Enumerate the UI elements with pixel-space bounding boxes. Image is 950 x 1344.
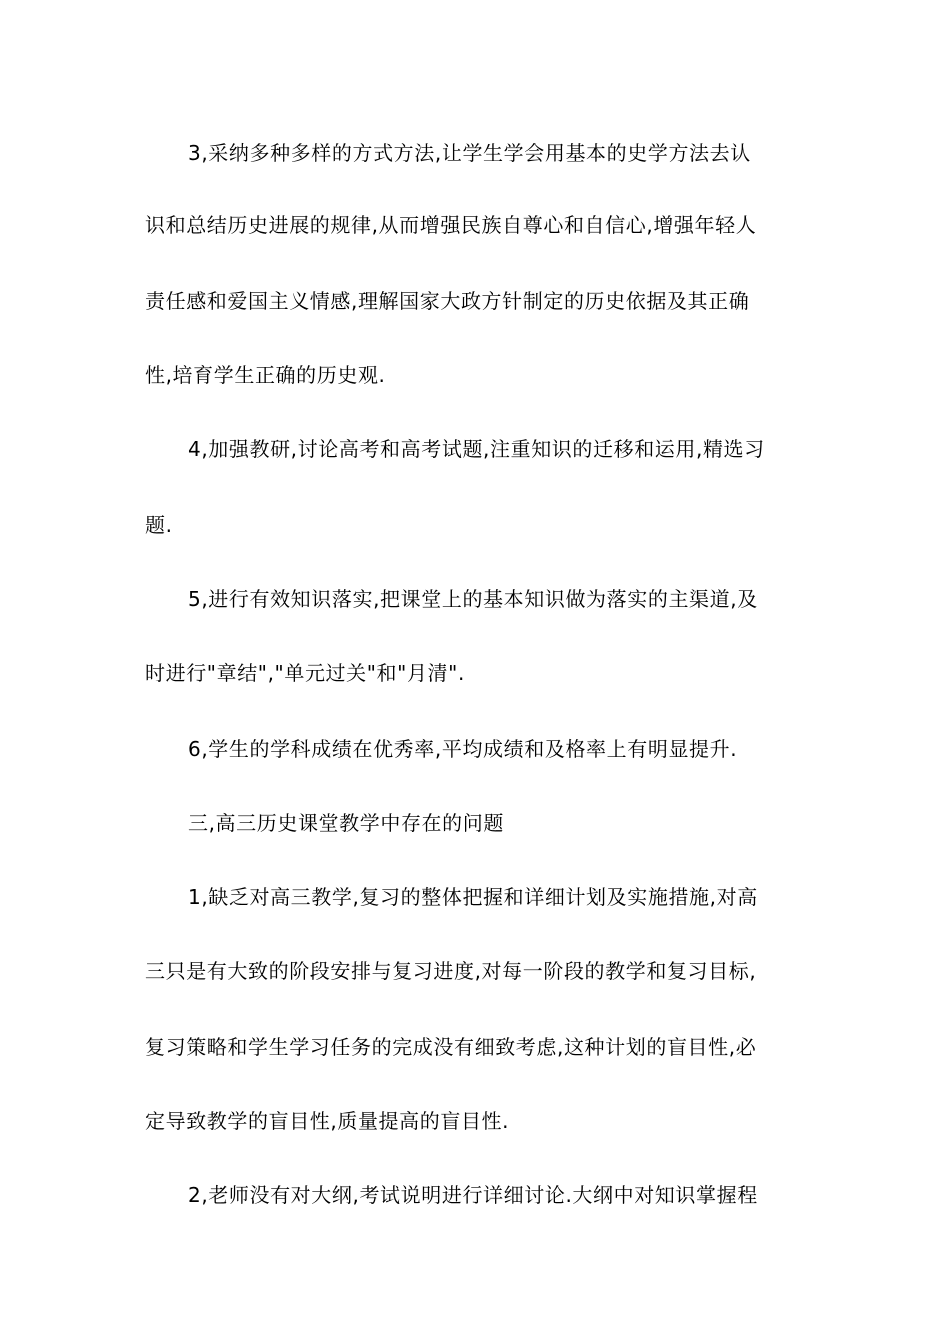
problem-1-line-1: 1,缺乏对高三教学,复习的整体把握和详细计划及实施措施,对高 — [188, 885, 758, 909]
problem-1-line-3: 复习策略和学生学习任务的完成没有细致考虑,这种计划的盲目性,必 — [145, 1035, 757, 1059]
paragraph-3-line-3: 责任感和爱国主义情感,理解国家大政方针制定的历史依据及其正确 — [145, 289, 750, 313]
paragraph-4-line-1: 4,加强教研,讨论高考和高考试题,注重知识的迁移和运用,精选习 — [188, 437, 765, 461]
paragraph-5-line-2: 时进行"章结","单元过关"和"月清". — [145, 661, 465, 685]
paragraph-3-line-1: 3,采纳多种多样的方式方法,让学生学会用基本的史学方法去认 — [188, 141, 751, 165]
paragraph-5-line-1: 5,进行有效知识落实,把课堂上的基本知识做为落实的主渠道,及 — [188, 587, 758, 611]
problem-1-line-2: 三只是有大致的阶段安排与复习进度,对每一阶段的教学和复习目标, — [145, 959, 757, 983]
paragraph-3-line-2: 识和总结历史进展的规律,从而增强民族自尊心和自信心,增强年轻人 — [145, 213, 757, 237]
section-heading: 三,高三历史课堂教学中存在的问题 — [188, 811, 504, 835]
paragraph-3-line-4: 性,培育学生正确的历史观. — [145, 363, 386, 387]
paragraph-4-line-2: 题. — [145, 513, 173, 537]
problem-2-line-1: 2,老师没有对大纲,考试说明进行详细讨论.大纲中对知识掌握程 — [188, 1183, 758, 1207]
paragraph-6-line-1: 6,学生的学科成绩在优秀率,平均成绩和及格率上有明显提升. — [188, 737, 738, 761]
problem-1-line-4: 定导致教学的盲目性,质量提高的盲目性. — [145, 1109, 510, 1133]
